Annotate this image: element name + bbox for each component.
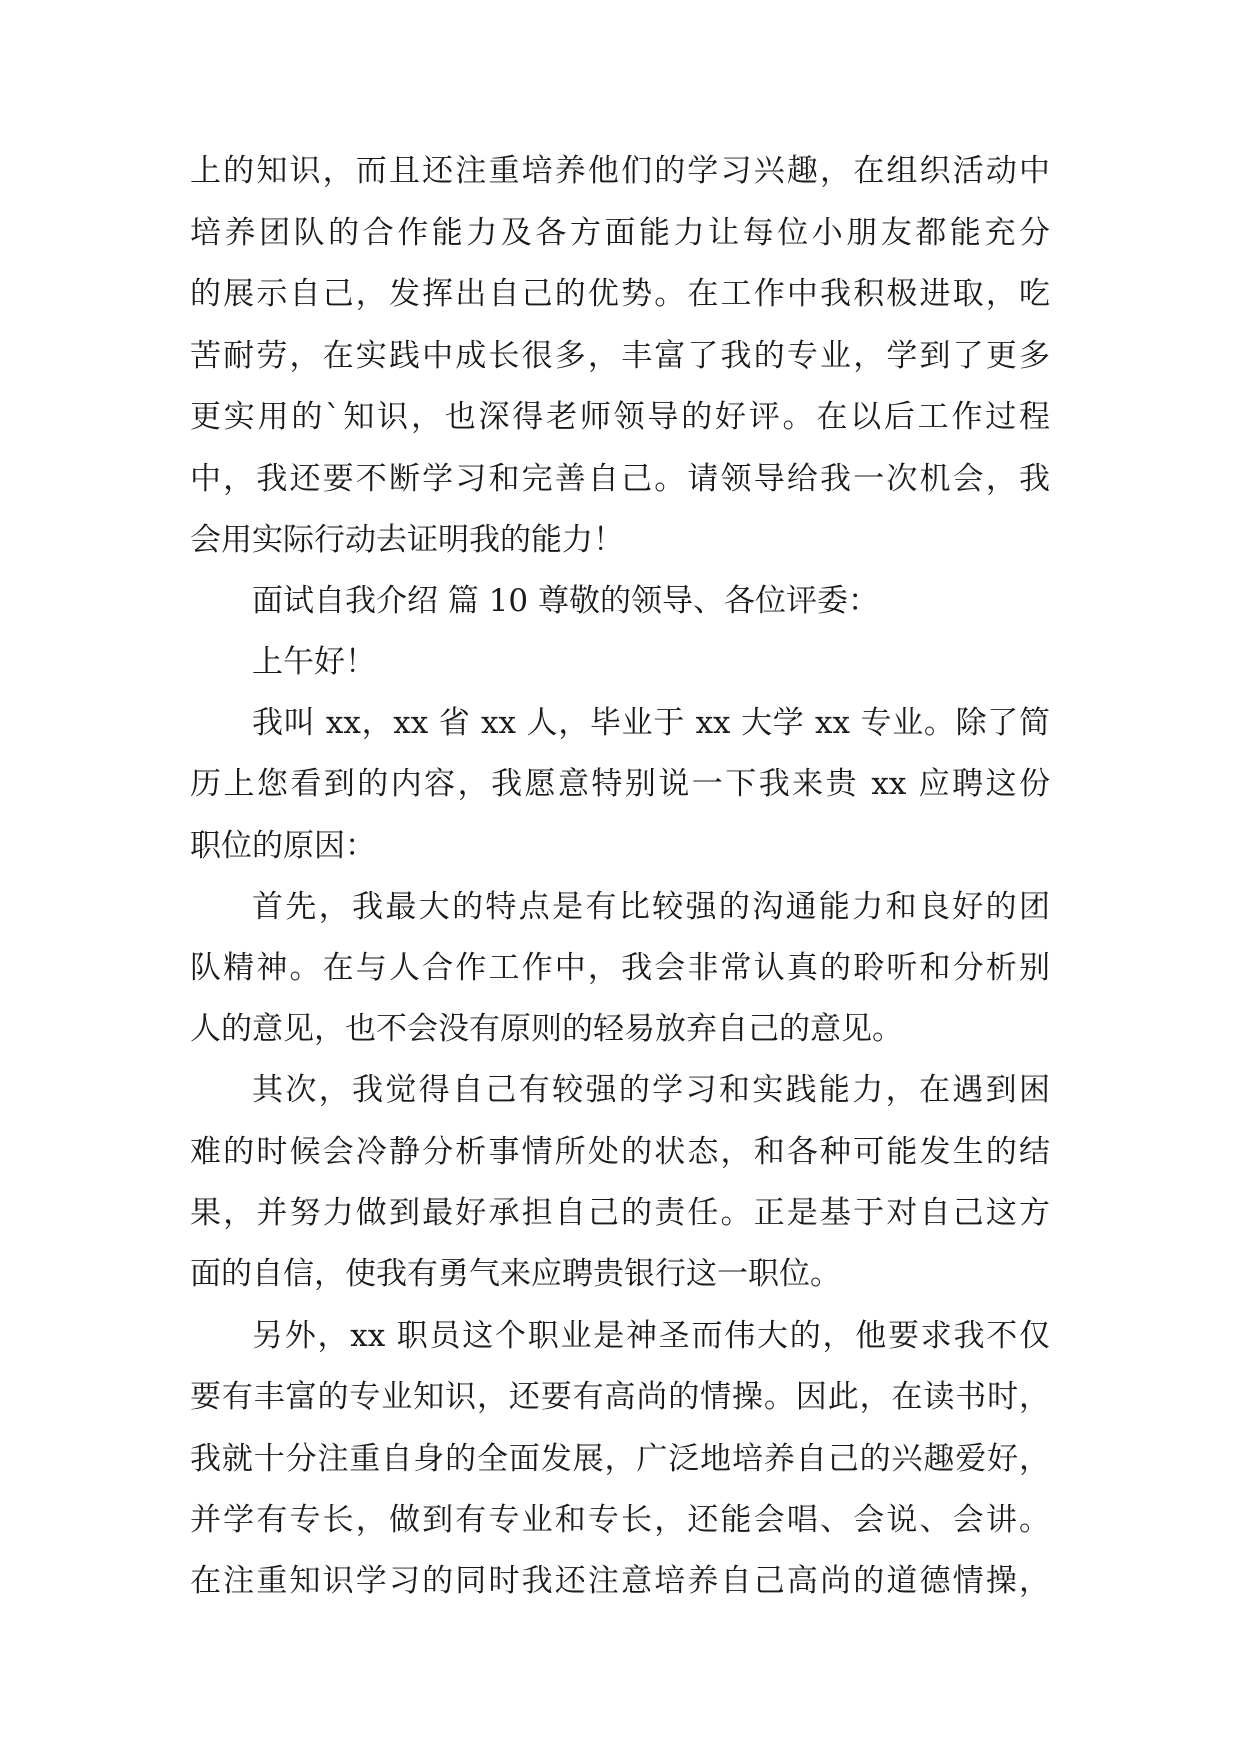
text-line: 队精神。在与人合作工作中，我会非常认真的聆听和分析别 — [190, 950, 1050, 986]
text-line: 我叫 xx，xx 省 xx 人，毕业于 xx 大学 xx 专业。除了简 — [252, 705, 1050, 741]
text-line: 并学有专长，做到有专业和专长，还能会唱、会说、会讲。 — [190, 1502, 1050, 1538]
text-line: 另外，xx 职员这个职业是神圣而伟大的，他要求我不仅 — [252, 1318, 1050, 1354]
text-line: 上的知识，而且还注重培养他们的学习兴趣，在组织活动中 — [190, 153, 1050, 189]
text-line: 历上您看到的内容，我愿意特别说一下我来贵 xx 应聘这份 — [190, 766, 1050, 802]
text-line: 其次，我觉得自己有较强的学习和实践能力，在遇到困 — [252, 1072, 1050, 1108]
text-line: 首先，我最大的特点是有比较强的沟通能力和良好的团 — [252, 889, 1050, 925]
text-line: 面的自信，使我有勇气来应聘贵银行这一职位。 — [190, 1256, 841, 1292]
text-line: 要有丰富的专业知识，还要有高尚的情操。因此，在读书时， — [190, 1379, 1050, 1415]
text-line: 职位的原因： — [190, 828, 376, 864]
text-line: 会用实际行动去证明我的能力！ — [190, 522, 624, 558]
text-line: 果，并努力做到最好承担自己的责任。正是基于对自己这方 — [190, 1195, 1050, 1231]
greeting: 上午好！ — [252, 644, 376, 680]
text-line: 人的意见，也不会没有原则的轻易放弃自己的意见。 — [190, 1011, 903, 1047]
text-line: 培养团队的合作能力及各方面能力让每位小朋友都能充分 — [190, 215, 1050, 251]
text-line: 难的时候会冷静分析事情所处的状态，和各种可能发生的结 — [190, 1134, 1050, 1170]
text-line: 我就十分注重自身的全面发展，广泛地培养自己的兴趣爱好， — [190, 1441, 1050, 1477]
text-line: 在注重知识学习的同时我还注意培养自己高尚的道德情操， — [190, 1563, 1050, 1599]
text-line: 苦耐劳，在实践中成长很多，丰富了我的专业，学到了更多 — [190, 338, 1050, 374]
text-line: 中，我还要不断学习和完善自己。请领导给我一次机会，我 — [190, 461, 1050, 497]
text-line: 的展示自己，发挥出自己的优势。在工作中我积极进取，吃 — [190, 276, 1050, 312]
text-line: 更实用的`知识，也深得老师领导的好评。在以后工作过程 — [190, 399, 1050, 435]
section-heading: 面试自我介绍 篇 10 尊敬的领导、各位评委： — [252, 583, 880, 619]
